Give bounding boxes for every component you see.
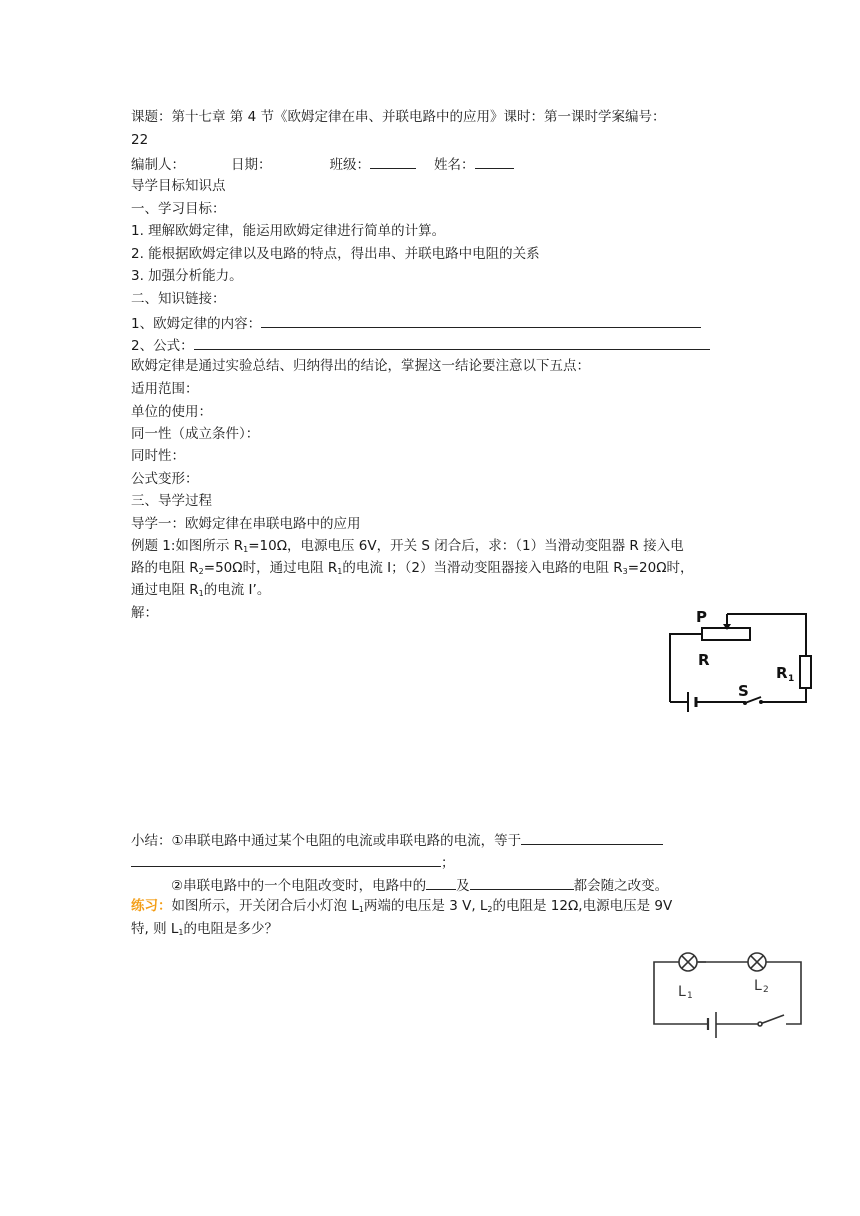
- summary-blank-2[interactable]: [426, 875, 456, 890]
- example-line-3: 通过电阻 $R_1$的电流 I’。: [131, 582, 271, 598]
- summary-blank-1b[interactable]: [131, 852, 441, 867]
- circuit-diagram-1: [660, 608, 825, 720]
- goals-heading: 一、学习目标：: [131, 201, 226, 217]
- example-line-2: 路的电阻 $R_2=50\Omega$时，通过电阻 $R_1$的电流 I；（2）当滑动变阻器接入电路的电阻 $R_3=20\Omega$时，: [131, 560, 694, 576]
- class-blank[interactable]: [370, 154, 416, 169]
- ohm-content-blank[interactable]: [261, 313, 701, 328]
- ohm-note: 欧姆定律是通过实验总结、归纳得出的结论，掌握这一结论要注意以下五点：: [131, 358, 590, 374]
- lesson-title: 课题：第十七章 第 4 节《欧姆定律在串、并联电路中的应用》课时：第一课时学案编号：: [131, 109, 666, 125]
- guide1-heading: 导学一：欧姆定律在串联电路中的应用: [131, 516, 361, 532]
- formula-label: 2、公式：: [131, 338, 194, 354]
- date-label: 日期：: [231, 157, 272, 173]
- summary-blank-3[interactable]: [470, 875, 574, 890]
- exercise-line-2: 特, 则 $L_1$的电阻是多少？: [131, 921, 278, 937]
- header-info-row: [131, 154, 514, 174]
- label-r1: R: [776, 664, 788, 682]
- ohm-content-label: 1、欧姆定律的内容：: [131, 316, 262, 332]
- label-r1-sub: 1: [788, 674, 795, 684]
- label-r: R: [698, 651, 710, 669]
- label-s: S: [738, 682, 749, 700]
- label-l1-sub: 1: [687, 991, 693, 1001]
- circuit-diagram-2: [648, 948, 808, 1040]
- summary-blank-1[interactable]: [521, 830, 663, 845]
- class-label: 班级：: [329, 157, 370, 173]
- label-l2: L: [754, 978, 762, 994]
- lesson-number: 22: [131, 132, 149, 148]
- goal-item: 3. 加强分析能力。: [131, 268, 243, 284]
- example-line-1: 例题 1:如图所示 $R_1=10\Omega$，电源电压 6V，开关 S 闭合后，求：（1）当滑动变阻器 R 接入电: [131, 538, 684, 554]
- label-l2-sub: 2: [763, 985, 769, 995]
- point-item: 适用范围：: [131, 381, 199, 397]
- links-heading: 二、知识链接：: [131, 291, 226, 307]
- summary-line-1b: ；: [131, 852, 455, 872]
- point-item: 公式变形：: [131, 471, 199, 487]
- point-item: 单位的使用：: [131, 404, 212, 420]
- formula-row: [131, 335, 710, 355]
- point-item: 同一性（成立条件）：: [131, 426, 260, 442]
- answer-label: 解：: [131, 605, 158, 621]
- ohm-content-row: [131, 313, 701, 333]
- label-l1: L: [678, 984, 686, 1000]
- editor-label: 编制人：: [131, 157, 185, 173]
- summary-line-2: ②串联电路中的一个电阻改变时，电路中的 及 都会随之改变。: [171, 875, 668, 895]
- summary-line-1: 小结：①串联电路中通过某个电阻的电流或串联电路的电流，等于: [131, 830, 663, 850]
- goal-item: 1. 理解欧姆定律，能运用欧姆定律进行简单的计算。: [131, 223, 446, 239]
- exercise-label: 练习：: [131, 898, 172, 914]
- process-heading: 三、导学过程: [131, 493, 212, 509]
- guide-heading: 导学目标知识点: [131, 178, 226, 194]
- goal-item: 2. 能根据欧姆定律以及电路的特点，得出串、并联电路中电阻的关系: [131, 246, 540, 262]
- name-blank[interactable]: [475, 154, 514, 169]
- exercise-line-1: 练习：如图所示，开关闭合后小灯泡 $L_1$两端的电压是 3 V, $L_2$的电阻是 12Ω,电源电压是 9V: [131, 898, 673, 914]
- name-label: 姓名：: [434, 157, 475, 173]
- point-item: 同时性：: [131, 448, 185, 464]
- label-p: P: [696, 608, 707, 626]
- formula-blank[interactable]: [194, 335, 710, 350]
